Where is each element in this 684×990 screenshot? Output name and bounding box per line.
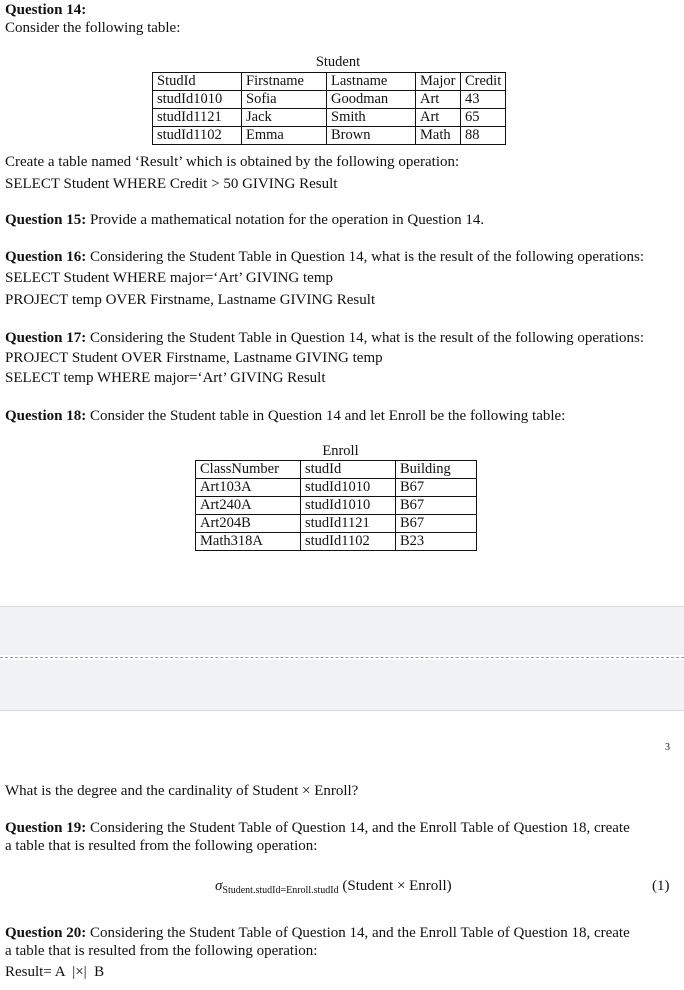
q17-text: Considering the Student Table in Question 14, what is the result of the following operations: — [90, 330, 645, 346]
q15-text: Provide a mathematical notation for the operation in Question 14. — [90, 212, 485, 228]
student-table-row — [153, 109, 506, 127]
q19-line — [5, 819, 630, 837]
enroll-table-row — [196, 533, 477, 551]
enroll-table-caption: Enroll — [322, 443, 359, 459]
student-table-cell: Sofia — [242, 91, 327, 109]
student-table-cell: Major — [416, 73, 461, 91]
q19-expression: (Student × Enroll) — [342, 878, 452, 894]
enroll-table — [195, 460, 477, 551]
q20-line — [5, 924, 630, 942]
q18-line — [5, 407, 565, 425]
enroll-table-cell: Art103A — [196, 479, 301, 497]
select-condition: Student.studId=Enroll.studId — [222, 885, 339, 896]
student-table-cell: Art — [416, 91, 461, 109]
student-table-row — [153, 127, 506, 145]
student-table-cell: 65 — [461, 109, 506, 127]
q17-line1: PROJECT Student OVER Firstname, Lastname GIVING temp — [5, 350, 383, 366]
student-table-caption: Student — [315, 54, 361, 70]
student-table-cell: Smith — [327, 109, 416, 127]
q16-heading: Question 16: — [5, 249, 87, 265]
q19-formula — [215, 877, 452, 900]
q18-heading: Question 18: — [5, 408, 87, 424]
q14-intro: Consider the following table: — [5, 20, 181, 36]
enroll-table-cell: Art240A — [196, 497, 301, 515]
student-table — [152, 72, 506, 145]
enroll-table-cell: studId — [301, 461, 396, 479]
q19-text1: Considering the Student Table of Question 14, and the Enroll Table of Question 18, create — [90, 820, 630, 836]
page-number: 3 — [665, 742, 670, 753]
q20-text1: Considering the Student Table of Question 14, and the Enroll Table of Question 18, create — [90, 925, 630, 941]
enroll-table-cell: B23 — [396, 533, 477, 551]
q14-text1: Create a table named ‘Result’ which is obtained by the following operation: — [5, 154, 460, 170]
equation-number: (1) — [652, 878, 670, 894]
q14-heading: Question 14: — [5, 2, 87, 18]
enroll-table-cell: B67 — [396, 497, 477, 515]
q15-line — [5, 211, 484, 229]
q20-text2: a table that is resulted from the following operation: — [5, 943, 318, 959]
student-table-cell: Emma — [242, 127, 327, 145]
student-table-cell: Firstname — [242, 73, 327, 91]
enroll-table-cell: ClassNumber — [196, 461, 301, 479]
q15-heading: Question 15: — [5, 212, 87, 228]
q14-text2: SELECT Student WHERE Credit > 50 GIVING Result — [5, 176, 338, 192]
sigma-symbol: σ — [215, 878, 223, 894]
student-table-cell: 43 — [461, 91, 506, 109]
enroll-table-row — [196, 479, 477, 497]
student-table-cell: Goodman — [327, 91, 416, 109]
enroll-table-cell: studId1121 — [301, 515, 396, 533]
student-table-cell: studId1121 — [153, 109, 242, 127]
enroll-table-cell: Art204B — [196, 515, 301, 533]
enroll-table-cell: Building — [396, 461, 477, 479]
q19-text2: a table that is resulted from the following operation: — [5, 838, 318, 854]
enroll-table-cell: B67 — [396, 479, 477, 497]
q19-heading: Question 19: — [5, 820, 87, 836]
q17-line2: SELECT temp WHERE major=‘Art’ GIVING Result — [5, 370, 326, 386]
page-gap-top — [0, 606, 684, 655]
student-table-cell: Brown — [327, 127, 416, 145]
student-table-header-row — [153, 73, 506, 91]
student-table-row — [153, 91, 506, 109]
student-table-cell: studId1010 — [153, 91, 242, 109]
q16-line — [5, 248, 644, 266]
q16-line2: PROJECT temp OVER Firstname, Lastname GIVING Result — [5, 292, 376, 308]
q17-heading: Question 17: — [5, 330, 87, 346]
q16-line1: SELECT Student WHERE major=‘Art’ GIVING temp — [5, 270, 333, 286]
page-gap-bottom — [0, 660, 684, 711]
enroll-table-cell: studId1010 — [301, 497, 396, 515]
student-table-cell: Math — [416, 127, 461, 145]
q17-line — [5, 329, 644, 347]
q16-text: Considering the Student Table in Question 14, what is the result of the following operations: — [90, 249, 645, 265]
enroll-table-cell: Math318A — [196, 533, 301, 551]
enroll-table-row — [196, 497, 477, 515]
student-table-cell: Lastname — [327, 73, 416, 91]
student-table-cell: 88 — [461, 127, 506, 145]
student-table-cell: studId1102 — [153, 127, 242, 145]
student-table-cell: Credit — [461, 73, 506, 91]
q18-question: What is the degree and the cardinality of Student × Enroll? — [5, 783, 359, 799]
enroll-table-cell: studId1102 — [301, 533, 396, 551]
enroll-table-cell: B67 — [396, 515, 477, 533]
enroll-table-row — [196, 515, 477, 533]
q20-heading: Question 20: — [5, 925, 87, 941]
q20-formula: Result= A |×| B — [5, 964, 105, 980]
student-table-cell: Art — [416, 109, 461, 127]
student-table-cell: Jack — [242, 109, 327, 127]
enroll-table-header-row — [196, 461, 477, 479]
page-break-line — [0, 657, 684, 658]
student-table-cell: StudId — [153, 73, 242, 91]
enroll-table-cell: studId1010 — [301, 479, 396, 497]
q18-text: Consider the Student table in Question 14 and let Enroll be the following table: — [90, 408, 566, 424]
